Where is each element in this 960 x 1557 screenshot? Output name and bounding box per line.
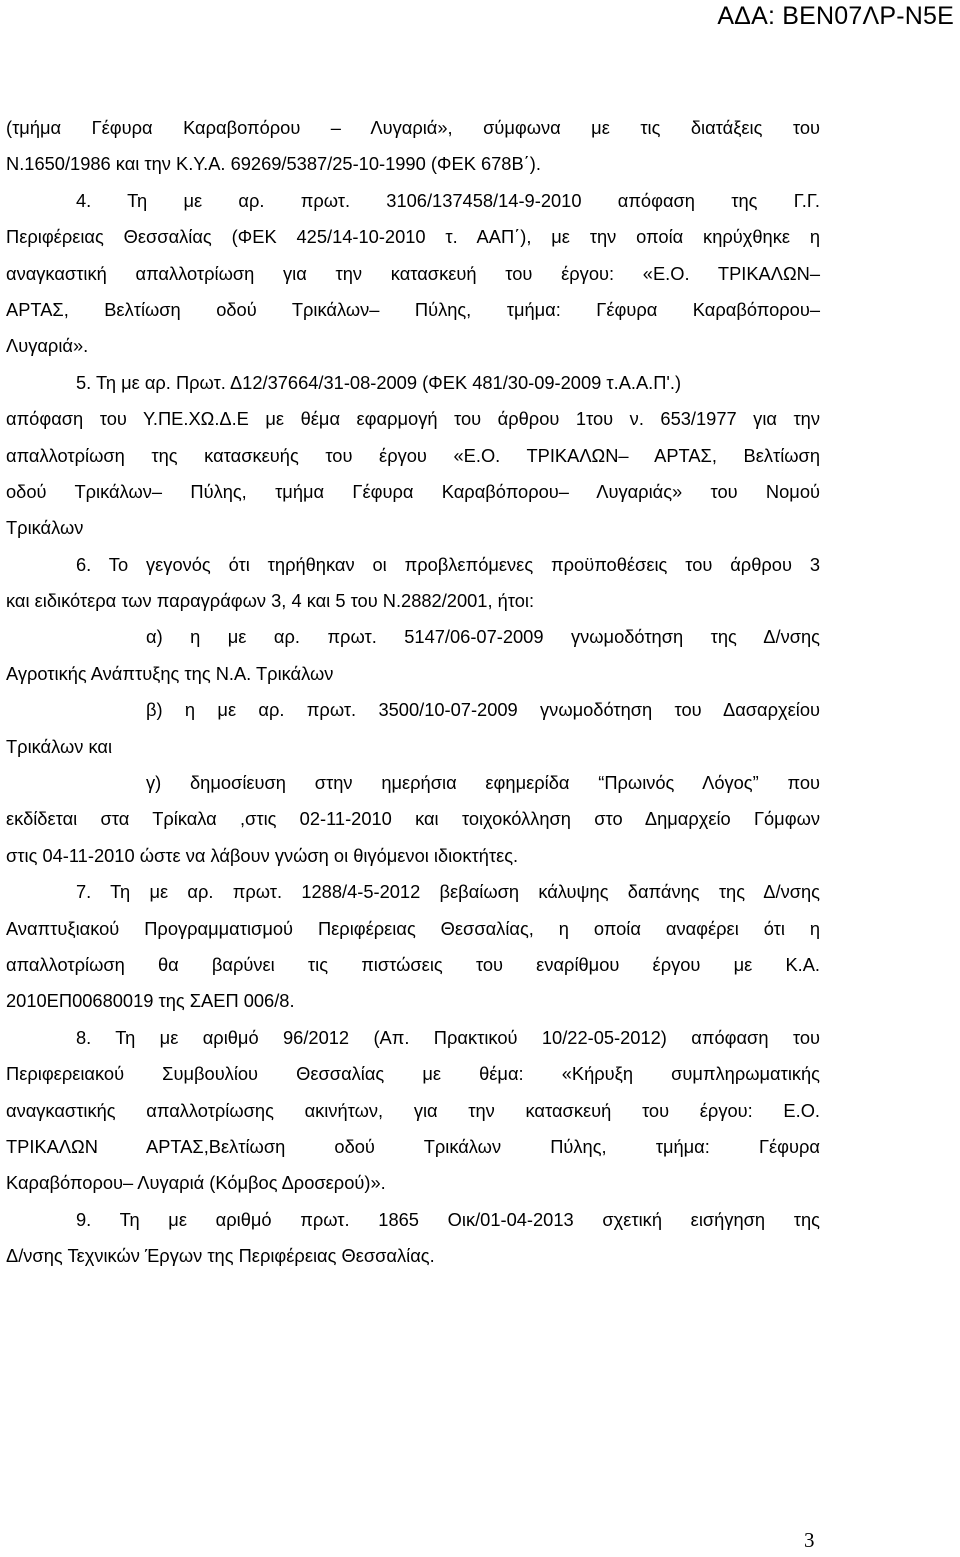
text-line: εκδίδεται στα Τρίκαλα ,στις 02-11-2010 και τοιχοκόλληση στο Δημαρχείο Γόμφων	[6, 808, 820, 830]
text-line: και ειδικότερα των παραγράφων 3, 4 και 5 του Ν.2882/2001, ήτοι:	[6, 590, 535, 612]
text-line: αναγκαστικής απαλλοτρίωσης ακινήτων, για την κατασκευή του έργου: Ε.Ο.	[6, 1099, 820, 1121]
document-body	[0, 110, 960, 1275]
text-line: ΑΡΤΑΣ, Βελτίωση οδού Τρικάλων– Πύλης, τμήμα: Γέφυρα Καραβόπορου–	[6, 298, 820, 320]
text-line: Δ/νσης Τεχνικών Έργων της Περιφέρειας Θεσσαλίας.	[6, 1245, 435, 1267]
text-line: ΤΡΙΚΑΛΩΝ ΑΡΤΑΣ,Βελτίωση οδού Τρικάλων Πύλης, τμήμα: Γέφυρα	[6, 1135, 820, 1157]
text-line: γ) δημοσίευση στην ημερήσια εφημερίδα “Πρωινός Λόγος” που	[146, 772, 820, 794]
text-line: α) η με αρ. πρωτ. 5147/06-07-2009 γνωμοδότηση της Δ/νσης	[146, 626, 820, 648]
text-line: 5. Τη με αρ. Πρωτ. Δ12/37664/31-08-2009 (ΦΕΚ 481/30-09-2009 τ.Α.Α.Π'.)	[76, 371, 682, 393]
text-line: αναγκαστική απαλλοτρίωση για την κατασκευή του έργου: «Ε.Ο. ΤΡΙΚΑΛΩΝ–	[6, 262, 820, 284]
ada-code: ΑΔΑ: ΒΕΝ07ΛΡ-Ν5Ε	[717, 2, 954, 30]
text-line: 9. Τη με αριθμό πρωτ. 1865 Οικ/01-04-2013 σχετική εισήγηση της	[76, 1208, 820, 1230]
text-line: απαλλοτρίωση της κατασκευής του έργου «Ε.Ο. ΤΡΙΚΑΛΩΝ– ΑΡΤΑΣ, Βελτίωση	[6, 444, 820, 466]
text-line: στις 04-11-2010 ώστε να λάβουν γνώση οι θιγόμενοι ιδιοκτήτες.	[6, 844, 519, 866]
text-line: Αναπτυξιακού Προγραμματισμού Περιφέρειας Θεσσαλίας, η οποία αναφέρει ότι η	[6, 917, 820, 939]
text-line: απαλλοτρίωση θα βαρύνει τις πιστώσεις του εναρίθμου έργου με Κ.Α.	[6, 953, 820, 975]
text-line: Αγροτικής Ανάπτυξης της Ν.Α. Τρικάλων	[6, 662, 334, 684]
text-line: (τμήμα Γέφυρα Καραβοπόρου – Λυγαριά», σύμφωνα με τις διατάξεις του	[6, 117, 820, 138]
text-line: Περιφέρειας Θεσσαλίας (ΦΕΚ 425/14-10-2010 τ. ΑΑΠ΄), με την οποία κηρύχθηκε η	[6, 226, 820, 248]
text-line: 8. Τη με αριθμό 96/2012 (Απ. Πρακτικού 10/22-05-2012) απόφαση του	[76, 1026, 820, 1048]
text-line: Καραβόπορου– Λυγαριά (Κόμβος Δροσερού)».	[6, 1172, 386, 1194]
page-number: 3	[804, 1528, 815, 1552]
text-line: Τρικάλων και	[6, 735, 113, 757]
text-line: οδού Τρικάλων– Πύλης, τμήμα Γέφυρα Καραβόπορου– Λυγαριάς» του Νομού	[6, 480, 820, 502]
text-line: Λυγαριά».	[6, 335, 89, 357]
text-line: Περιφερειακού Συμβουλίου Θεσσαλίας με θέμα: «Κήρυξη συμπληρωματικής	[6, 1063, 820, 1085]
text-line: Ν.1650/1986 και την Κ.Υ.Α. 69269/5387/25-10-1990 (ΦΕΚ 678Β΄).	[6, 153, 541, 175]
text-line: 2010ΕΠ00680019 της ΣΑΕΠ 006/8.	[6, 990, 295, 1012]
text-line: 4. Τη με αρ. πρωτ. 3106/137458/14-9-2010 απόφαση της Γ.Γ.	[76, 189, 820, 211]
text-line: Τρικάλων	[6, 517, 84, 539]
text-line: απόφαση του Υ.ΠΕ.ΧΩ.Δ.Ε με θέμα εφαρμογή του άρθρου 1του ν. 653/1977 για την	[6, 408, 820, 430]
text-line: β) η με αρ. πρωτ. 3500/10-07-2009 γνωμοδότηση του Δασαρχείου	[146, 699, 820, 721]
text-line: 7. Τη με αρ. πρωτ. 1288/4-5-2012 βεβαίωση κάλυψης δαπάνης της Δ/νσης	[76, 881, 820, 903]
text-line: 6. Το γεγονός ότι τηρήθηκαν οι προβλεπόμενες προϋποθέσεις του άρθρου 3	[76, 553, 820, 575]
